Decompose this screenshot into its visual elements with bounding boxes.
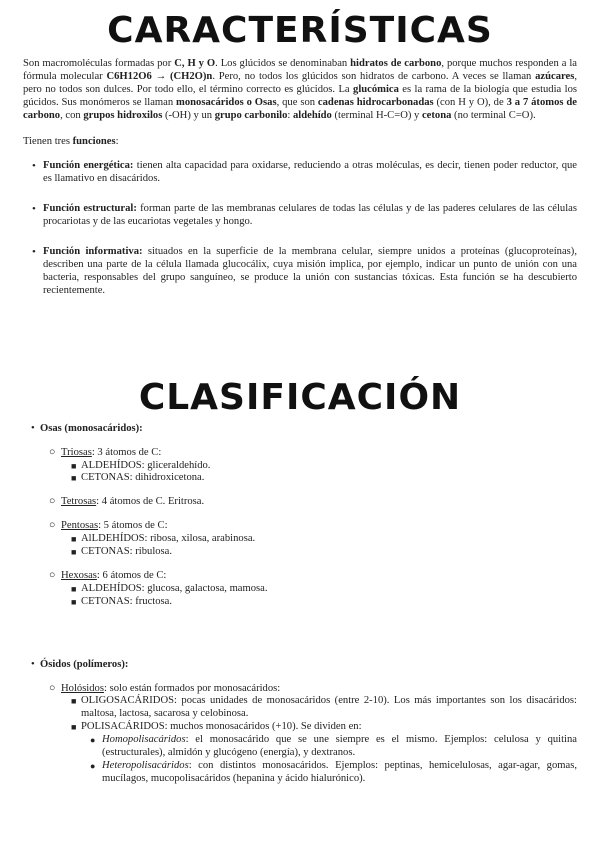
heteropolisacaridos-desc: : con distintos monosacáridos. Ejemplos: peptinas, hemicelulosas, agar-agar, gomas, mucílagos, mucopolisacáridos (hepanina y ácido hialurónico).	[102, 760, 577, 784]
osa-subitem: ■ CETONAS: fructosa.	[71, 595, 173, 607]
oligosacaridos-item: ■ OLIGOSACÁRIDOS: pocas unidades de monosacáridos (entre 2-10). Los más importantes son los disacáridos: maltosa, lactosa, sacarosa y celobinosa.	[71, 695, 577, 720]
text-run: , porque muchos responden a la fórmula molecular	[23, 58, 577, 82]
heteropolisacaridos-name: Heteropolisacáridos	[102, 760, 189, 771]
text-run: grupo carbonilo	[214, 109, 288, 121]
osa-subitem-text: AlLDEHÍDOS: ribosa, xilosa, arabinosa.	[81, 533, 256, 545]
clasificacion-heading: CLASIFICACIÓN	[138, 376, 462, 418]
text-run: , pero no todos son dulces. Por todo ello, el término correcto es glúcidos. La	[23, 70, 577, 95]
text-run: hidratos de carbono	[350, 58, 442, 69]
osas-label: Osas (monosacáridos):	[40, 422, 143, 434]
osidos-item: • Ósidos (polímeros):	[31, 658, 129, 670]
osa-desc: : 4 átomos de C. Eritrosa.	[96, 496, 205, 508]
osidos-label: Ósidos (polímeros):	[40, 658, 129, 670]
text-run: , que son	[276, 96, 318, 108]
text-run: Función energética:	[43, 160, 134, 172]
text-run: Son macromoléculas formadas por	[23, 58, 175, 69]
polisacaridos-item: ■ POLISACÁRIDOS: muchos monosacáridos (+10). Se dividen en:	[71, 721, 362, 733]
text-run: azúcares	[535, 70, 575, 82]
text-run: cetona	[421, 109, 452, 121]
osa-subitem-text: CETONAS: fructosa.	[81, 595, 173, 607]
text-run: (con H y O), de	[433, 96, 507, 108]
text-run: , con	[60, 109, 84, 121]
text-run: situados en la superficie de la membrana celular, siempre unidos a proteínas (glucoproteínas), describen una parte de la célula llamada glucocálix, cuya misión implica, por ejemplo, indicar un punto de unión con una bacteria, responsables del grupo sanguíneo, se produce la unión con sustancias tóxicas. Esta función se ha descubierto recientemente.	[43, 246, 577, 296]
funcion-energetica-item	[43, 160, 577, 186]
osa-name: Pentosas	[61, 520, 99, 532]
caracteristicas-heading: CARACTERÍSTICAS	[107, 10, 493, 51]
text-run: cadenas hidrocarbonadas	[317, 96, 434, 108]
osa-hexosas: ○ Hexosas: 6 átomos de C:	[49, 569, 167, 581]
osa-tetrosas: ○ Tetrosas: 4 átomos de C. Eritrosa.	[49, 496, 205, 508]
text-run: (no terminal C=O).	[451, 109, 536, 121]
text-run: funciones	[72, 135, 116, 147]
text-run: tienen alta capacidad para oxidarse, reduciendo a otras moléculas, es decir, tienen poder reductor, que es llamativo en disacáridos.	[43, 160, 577, 185]
osa-name: Triosas	[61, 446, 92, 458]
text-run: forman parte de las membranas celulares de todas las células y de las paderes celulares de las células procariotas y de las eucariotas vegetales y hongo.	[43, 203, 577, 228]
osa-subitem: ■ ALDEHÍDOS: gliceraldehído.	[71, 459, 211, 471]
osa-subitem: ■ CETONAS: ribulosa.	[71, 546, 173, 558]
text-run: (terminal H-C=O) y	[331, 109, 422, 121]
text-run: grupos hidroxilos	[83, 109, 163, 121]
text-run: C6H12O6 → (CH2O)n	[106, 70, 213, 82]
oligosacaridos-text: OLIGOSACÁRIDOS: pocas unidades de monosacáridos (entre 2-10). Los más importantes son los disacáridos: maltosa, lactosa, sacarosa y celobinosa.	[81, 695, 577, 720]
intro-paragraph	[23, 58, 577, 123]
text-run: :	[287, 109, 293, 121]
funciones-list	[23, 160, 577, 297]
holosidos-name: Holósidos	[61, 682, 104, 694]
homopolisacaridos-name: Homopolisacáridos	[102, 734, 186, 746]
funcion-informativa-item	[43, 246, 577, 298]
text-run: glucómica	[353, 83, 399, 95]
text-run: C, H y O	[174, 58, 216, 69]
text-run: . Pero, no todos los glúcidos son hidratos de carbono. A veces se llaman	[212, 70, 536, 82]
osa-name: Tetrosas	[61, 496, 97, 508]
funcion-estructural-item	[43, 203, 577, 229]
osa-subitem: ■ AlLDEHÍDOS: ribosa, xilosa, arabinosa.	[71, 533, 256, 545]
osa-desc: : 5 átomos de C:	[98, 520, 168, 532]
homopolisacaridos-desc: : el monosacárido que se une siempre es el mismo. Ejemplos: celulosa y quitina (estructurales), almidón y glucógeno (energía), y dextranos.	[102, 734, 577, 759]
text-run: . Los glúcidos se denominaban	[215, 58, 351, 69]
osa-subitem: ■ ALDEHÍDOS: glucosa, galactosa, mamosa.	[71, 582, 268, 594]
osa-subitem-text: CETONAS: dihidroxicetona.	[81, 472, 205, 484]
text-run: aldehído	[293, 109, 332, 121]
text-run: monosacáridos o Osas	[176, 96, 277, 108]
clasificacion-list	[23, 423, 577, 786]
funciones-intro	[23, 136, 577, 149]
holosidos-item: ○ Holósidos: solo están formados por monosacáridos:	[49, 682, 281, 694]
osa-subitem-text: ALDEHÍDOS: glucosa, galactosa, mamosa.	[81, 582, 268, 594]
heteropolisacaridos-item: ● Heteropolisacáridos: con distintos monosacáridos. Ejemplos: peptinas, hemicelulosas, agar-agar, gomas, mucílagos, mucopolisacáridos (hepanina y ácido hialurónico).	[90, 760, 577, 784]
text-run: Tienen tres	[23, 135, 73, 147]
text-run: (-OH) y un	[162, 109, 215, 121]
polisacaridos-text: POLISACÁRIDOS: muchos monosacáridos (+10). Se dividen en:	[81, 721, 362, 733]
holosidos-desc: : solo están formados por monosacáridos:	[103, 682, 281, 694]
osa-triosas: ○ Triosas: 3 átomos de C:	[49, 446, 162, 458]
osa-pentosas: ○ Pentosas: 5 átomos de C:	[49, 520, 168, 532]
text-run: Función informativa:	[43, 246, 143, 258]
osa-desc: : 3 átomos de C:	[91, 446, 162, 458]
homopolisacaridos-item: ● Homopolisacáridos: el monosacárido que se une siempre es el mismo. Ejemplos: celulosa y quitina (estructurales), almidón y glucógeno (energía), y dextranos.	[90, 734, 577, 759]
text-run: :	[115, 135, 119, 147]
osas-sublist	[23, 447, 577, 609]
text-run: 3 a 7 átomos de carbono	[23, 96, 577, 121]
text-run: Función estructural:	[43, 203, 137, 215]
osas-item: • Osas (monosacáridos):	[31, 422, 143, 434]
osa-subitem: ■ CETONAS: dihidroxicetona.	[71, 472, 205, 484]
osa-subitem-text: CETONAS: ribulosa.	[81, 546, 173, 558]
osa-name: Hexosas	[61, 569, 97, 581]
osa-desc: : 6 átomos de C:	[96, 569, 167, 581]
text-run: es la rama de la biología que estudia los gúcidos. Sus monómeros se llaman	[23, 83, 577, 108]
osa-subitem-text: ALDEHÍDOS: gliceraldehído.	[81, 459, 211, 471]
